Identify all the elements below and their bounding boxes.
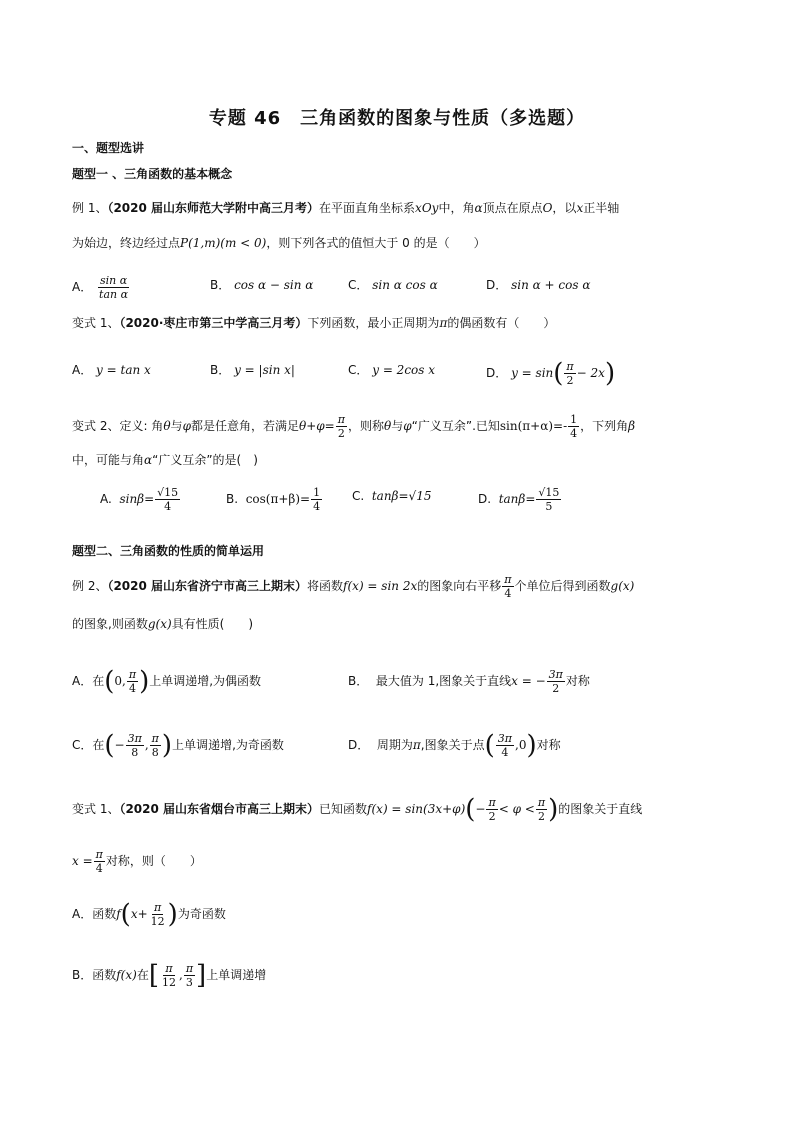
ex1-text: 在平面直角坐标系 xyxy=(319,201,416,215)
numerator: π xyxy=(154,901,162,914)
option-label: A．函数 xyxy=(72,907,117,921)
left-bracket: [ xyxy=(148,960,159,991)
var3-text: 对称，则（ ） xyxy=(105,854,202,868)
option-label: D． xyxy=(348,738,370,752)
denominator: 2 xyxy=(488,810,496,823)
option-text: 在 xyxy=(136,968,149,982)
left-paren: ( xyxy=(120,899,131,930)
ex1-text: 为始边，终边经过点 xyxy=(72,236,181,250)
option-expr: − 2x xyxy=(576,366,605,380)
ex2-line1 xyxy=(72,573,634,600)
var3-option-b[interactable]: B．函数f(x)在[ $\frac{\pi}{12}$ , $\frac{\pi}{3}$ ]上单调递增 xyxy=(72,960,267,991)
ex1-text: 顶点在原点 xyxy=(482,201,543,215)
var2-text: 变式 2、定义: 角 xyxy=(72,419,164,433)
option-label: A．在 xyxy=(72,674,105,688)
pi: π xyxy=(412,738,421,752)
fraction xyxy=(150,732,161,759)
denominator: 8 xyxy=(151,746,159,759)
minus: − xyxy=(114,738,125,752)
option-expr: x = − xyxy=(511,674,546,688)
fraction xyxy=(486,796,497,823)
option-text: 上单调递增,为奇函数 xyxy=(172,738,284,752)
section-heading: 一、题型选讲 xyxy=(72,141,145,155)
var3-prefix: 变式 1、 xyxy=(72,802,120,816)
denominator: tan α xyxy=(99,288,129,301)
ex2-text: 个单位后得到函数 xyxy=(514,579,611,593)
numerator: √15 xyxy=(157,486,179,499)
func-f: f(x) xyxy=(116,968,137,982)
var1-option-c[interactable] xyxy=(348,360,435,380)
var2-option-a[interactable] xyxy=(100,486,181,513)
ex1-line1 xyxy=(72,198,619,218)
numerator: π xyxy=(566,360,574,373)
option-expr: cos(π+β)= xyxy=(245,492,311,506)
option-label: C． xyxy=(348,278,369,292)
fraction xyxy=(496,732,514,759)
left-paren: ( xyxy=(484,730,495,761)
option-text: 对称 xyxy=(565,674,590,688)
denominator: 2 xyxy=(537,810,545,823)
option-label: C．在 xyxy=(72,738,105,752)
var1-text: 的偶函数有（ ） xyxy=(447,316,556,330)
numerator: √15 xyxy=(538,486,560,499)
fraction xyxy=(536,796,547,823)
option-label: A. xyxy=(100,492,112,506)
var2-option-c[interactable] xyxy=(352,486,431,506)
var2-option-d[interactable] xyxy=(478,486,562,513)
left-paren: ( xyxy=(553,358,564,389)
ex2-prefix: 例 2、 xyxy=(72,579,108,593)
ex1-xoy: xOy xyxy=(415,201,439,215)
denominator: 2 xyxy=(552,682,560,695)
var3-line2 xyxy=(72,848,202,875)
var1-source: （2020·枣庄市第三中学高三月考） xyxy=(119,316,308,330)
option-expr: ,0 xyxy=(515,738,527,752)
right-paren: ) xyxy=(526,730,537,761)
var1-line1 xyxy=(72,313,555,333)
var2-phi: φ xyxy=(182,419,191,433)
option-label: B．函数 xyxy=(72,968,117,982)
left-paren: ( xyxy=(104,730,115,761)
fraction xyxy=(536,486,561,513)
option-label: B． xyxy=(210,278,231,292)
ex1-option-d[interactable] xyxy=(486,275,590,295)
denominator: 12 xyxy=(161,976,176,989)
denominator: 2 xyxy=(566,374,574,387)
denominator: 4 xyxy=(504,587,512,600)
var2-text: 与 xyxy=(391,419,404,433)
option-label: A． xyxy=(72,280,93,294)
denominator: 4 xyxy=(164,500,172,513)
ex1-text: ，以 xyxy=(552,201,577,215)
ex2-option-d[interactable] xyxy=(348,732,561,759)
ex2-func: f(x) = sin 2x xyxy=(343,579,418,593)
var3-option-a[interactable] xyxy=(72,901,226,928)
fraction xyxy=(184,962,195,989)
option-text: ,图象关于点 xyxy=(420,738,485,752)
var3-line1 xyxy=(72,796,642,823)
var3-eq: x = xyxy=(72,854,93,868)
numerator: π xyxy=(151,732,159,745)
option-expr: tanβ=√15 xyxy=(371,489,432,503)
fraction xyxy=(502,573,513,600)
option-expr: tanβ= xyxy=(498,492,536,506)
ex2-text: 将函数 xyxy=(307,579,344,593)
option-label: D． xyxy=(486,278,508,292)
var2-text: “广义互余”.已知 xyxy=(411,419,500,433)
numerator: 3π xyxy=(497,732,513,745)
page-title: 专题 46 三角函数的图象与性质（多选题） xyxy=(208,108,586,129)
denominator: 12 xyxy=(150,915,165,928)
fraction xyxy=(155,486,180,513)
fraction xyxy=(336,413,347,440)
option-label: D. xyxy=(478,492,492,506)
var1-option-b[interactable] xyxy=(210,360,295,380)
var2-text: 与 xyxy=(170,419,183,433)
right-paren: ) xyxy=(161,730,173,761)
var3-func: f(x) = sin(3x+φ) xyxy=(367,802,466,816)
fraction xyxy=(568,413,579,440)
ex1-text: 中，角 xyxy=(438,201,475,215)
denominator: 8 xyxy=(131,746,139,759)
ex2-g: g(x) xyxy=(147,617,172,631)
var3-text: 已知函数 xyxy=(319,802,368,816)
fraction xyxy=(97,274,130,301)
option-expr: x+ xyxy=(130,907,148,921)
ex1-x: x xyxy=(576,201,584,215)
var2-option-b[interactable] xyxy=(226,486,323,513)
left-paren: ( xyxy=(104,666,115,697)
left-paren: ( xyxy=(465,794,476,825)
ex1-option-b[interactable] xyxy=(210,275,313,295)
numerator: 1 xyxy=(570,413,578,426)
denominator: 3 xyxy=(185,976,193,989)
ex1-option-a[interactable] xyxy=(72,274,131,301)
ex2-text: 的图象,则函数 xyxy=(72,617,148,631)
option-label: C． xyxy=(348,363,369,377)
option-text: 为奇函数 xyxy=(177,907,226,921)
ex1-alpha: α xyxy=(474,201,483,215)
var1-pi: π xyxy=(439,316,448,330)
option-text: 上单调递增 xyxy=(206,968,267,982)
option-text: 对称 xyxy=(536,738,561,752)
numerator: 3π xyxy=(127,732,142,745)
var2-text: ，则称 xyxy=(347,419,384,433)
right-paren: ) xyxy=(548,794,559,825)
ex2-option-b[interactable] xyxy=(348,668,590,695)
numerator: π xyxy=(488,796,496,809)
denominator: 4 xyxy=(95,862,103,875)
ex1-source: （2020 届山东师范大学附中高三月考） xyxy=(107,201,320,215)
option-expr: y = sin xyxy=(511,366,554,380)
option-expr: y = |sin x| xyxy=(234,363,295,377)
var1-option-a[interactable] xyxy=(72,360,151,380)
var2-text: ，下列角 xyxy=(580,419,629,433)
ex2-source: （2020 届山东省济宁市高三上期末） xyxy=(107,579,308,593)
ex1-option-c[interactable] xyxy=(348,275,438,295)
option-label: C. xyxy=(352,489,365,503)
minus: − xyxy=(475,802,486,816)
numerator: π xyxy=(337,413,345,426)
option-text: 周期为 xyxy=(376,738,413,752)
denominator: 2 xyxy=(337,427,345,440)
right-bracket: ] xyxy=(196,960,207,991)
ex2-option-a[interactable] xyxy=(72,668,261,695)
right-paren: ) xyxy=(167,899,178,930)
fraction xyxy=(149,901,167,928)
right-paren: ) xyxy=(139,666,150,697)
option-expr: sin α + cos α xyxy=(511,278,591,292)
denominator: 4 xyxy=(570,427,578,440)
option-label: B． xyxy=(210,363,231,377)
var2-eq: θ+φ= xyxy=(298,419,335,433)
denominator: 4 xyxy=(313,500,321,513)
var2-theta: θ xyxy=(163,419,171,433)
denominator: 5 xyxy=(545,500,553,513)
numerator: π xyxy=(128,668,137,681)
var2-text: 中，可能与角 xyxy=(72,453,145,467)
ex1-text: 正半轴 xyxy=(583,201,620,215)
var2-beta: β xyxy=(628,419,636,433)
denominator: 4 xyxy=(128,682,136,695)
type2-heading: 题型二、三角函数的性质的简单运用 xyxy=(72,544,265,558)
var1-text: 下列函数，最小正周期为 xyxy=(307,316,440,330)
option-expr: y = 2cos x xyxy=(372,363,436,377)
option-text: 上单调递增,为偶函数 xyxy=(149,674,262,688)
var2-alpha: α xyxy=(144,453,153,467)
option-label: B. xyxy=(226,492,239,506)
var3-cond: < φ < xyxy=(498,802,535,816)
var3-source: （2020 届山东省烟台市高三上期末） xyxy=(119,802,320,816)
var2-line1 xyxy=(72,413,635,440)
ex1-text: ，则下列各式的值恒大于 0 的是（ ） xyxy=(266,236,486,250)
fraction xyxy=(160,962,178,989)
var2-phi: φ xyxy=(403,419,412,433)
option-text: 最大值为 1,图象关于直线 xyxy=(375,674,512,688)
fraction xyxy=(126,732,144,759)
numerator: 3π xyxy=(548,668,563,681)
var1-option-d[interactable] xyxy=(486,360,615,387)
type1-heading: 题型一 、三角函数的基本概念 xyxy=(72,167,233,181)
numerator: sin α xyxy=(99,274,128,287)
numerator: π xyxy=(504,573,512,586)
ex2-option-c[interactable]: C．在(− $\frac{3\pi}{8}$ , $\frac{\pi}{8}$ )上单调递增,为奇函数 xyxy=(72,730,284,761)
numerator: π xyxy=(95,848,103,861)
ex2-line2 xyxy=(72,614,253,634)
option-label: A． xyxy=(72,363,93,377)
fraction xyxy=(311,486,322,513)
var2-line2 xyxy=(72,450,258,470)
option-expr: cos α − sin α xyxy=(234,278,314,292)
ex2-text: 具有性质( ) xyxy=(171,617,254,631)
ex2-g: g(x) xyxy=(610,579,635,593)
func-f: f xyxy=(116,907,121,921)
var2-text: “广义互余”的是( ) xyxy=(152,453,258,467)
interval-start: 0, xyxy=(114,674,126,688)
ex2-text: 的图象向右平移 xyxy=(417,579,502,593)
numerator: π xyxy=(165,962,173,975)
var1-prefix: 变式 1、 xyxy=(72,316,120,330)
fraction xyxy=(564,360,575,387)
option-label: D． xyxy=(486,366,508,380)
ex1-origin: O xyxy=(542,201,553,215)
numerator: π xyxy=(185,962,194,975)
fraction xyxy=(94,848,105,875)
ex1-point: P(1,m)(m < 0) xyxy=(180,236,267,250)
fraction xyxy=(547,668,565,695)
option-expr: y = tan x xyxy=(96,363,151,377)
numerator: 1 xyxy=(313,486,321,499)
ex1-prefix: 例 1、 xyxy=(72,201,108,215)
option-expr: sin α cos α xyxy=(372,278,438,292)
option-expr: sinβ= xyxy=(119,492,155,506)
denominator: 4 xyxy=(501,746,509,759)
var3-text: 的图象关于直线 xyxy=(558,802,643,816)
fraction xyxy=(127,668,138,695)
right-paren: ) xyxy=(604,358,616,389)
var2-given: sin(π+α)=- xyxy=(499,419,568,433)
var2-theta: θ xyxy=(383,419,392,433)
option-label: B． xyxy=(348,674,369,688)
numerator: π xyxy=(537,796,546,809)
ex1-line2 xyxy=(72,233,486,253)
var2-text: 都是任意角，若满足 xyxy=(190,419,299,433)
